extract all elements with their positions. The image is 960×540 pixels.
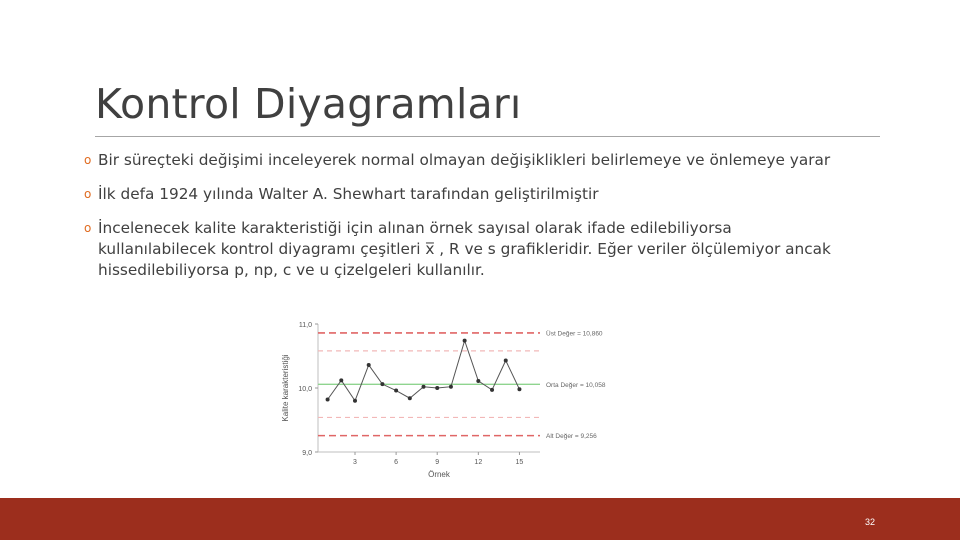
data-point [326,398,330,402]
data-point [463,339,467,343]
x-tick-label: 9 [435,459,440,466]
data-point [504,358,508,362]
data-point [339,378,343,382]
data-point [367,363,371,367]
bullet-item [84,184,918,205]
footer-bar [0,498,960,540]
data-point [490,388,494,392]
data-point [380,382,384,386]
x-tick-label: 3 [353,459,357,466]
data-point [394,389,398,393]
bullet-text-line: kullanılabilecek kontrol diyagramı çeşitleri x̅ , R ve s grafikleridir. Eğer veriler ölçülemiyor ancak [98,240,831,258]
bullet-marker-icon: o [84,221,92,235]
control-limit-label: Üst Değer = 10,860 [546,330,603,338]
y-axis-label: Kalite karakteristiği [281,354,290,422]
bullet-text-line: hissedilebiliyorsa p, np, c ve u çizelgeleri kullanılır. [98,261,485,279]
data-point [408,396,412,400]
x-axis-label: Örnek [428,470,450,479]
data-point [435,386,439,390]
data-point [353,399,357,403]
title-divider [95,136,880,137]
control-limit-label: Orta Değer = 10,058 [546,381,606,389]
series-line [328,341,520,401]
bullet-text-line: İncelenecek kalite karakteristiği için alınan örnek sayısal olarak ifade edilebiliyorsa [98,219,732,237]
bullet-marker-icon: o [84,187,92,201]
data-point [476,379,480,383]
x-tick-label: 15 [515,459,524,466]
bullet-text: Bir süreçteki değişimi inceleyerek normal olmayan değişiklikleri belirlemeye ve önlemeye yarar [98,151,831,169]
data-point [517,387,521,391]
bullet-marker-icon: o [84,153,92,167]
x-tick-label: 6 [394,459,399,466]
control-chart [270,312,630,482]
bullet-text: İlk defa 1924 yılında Walter A. Shewhart tarafından geliştirilmiştir [98,185,599,203]
slide-title: Kontrol Diyagramları [95,80,522,128]
page-number: 32 [864,517,875,527]
data-point [449,385,453,389]
y-tick-label: 9,0 [302,450,312,457]
data-point [422,385,426,389]
bullet-item [84,150,918,171]
control-limit-label: Alt Değer = 9,256 [546,433,597,441]
y-tick-label: 10,0 [298,386,312,393]
x-tick-label: 12 [474,459,483,466]
y-tick-label: 11,0 [298,322,312,329]
bullet-item [84,218,918,281]
